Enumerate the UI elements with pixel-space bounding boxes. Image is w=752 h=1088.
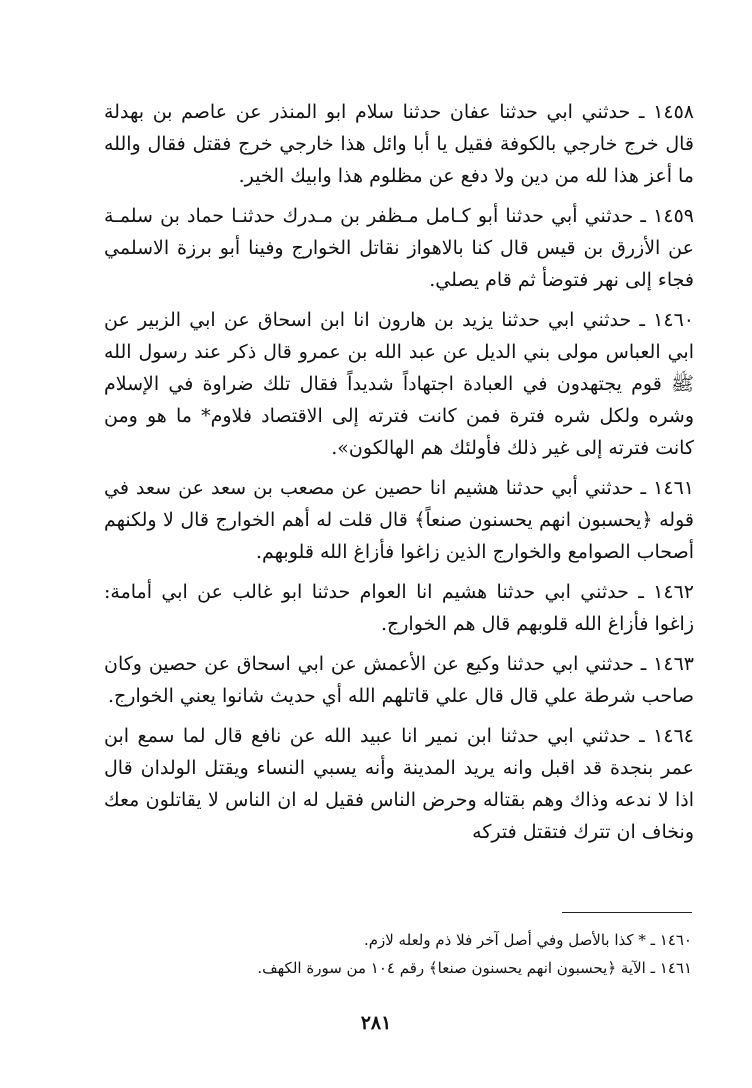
hadith-1463: ١٤٦٣ ـ حدثني ابي حدثنا وكيع عن الأعمش عن ابي اسحاق عن حصين وكان صاحب شرطة علي قال قال علي قاتلهم الله أي حديث شانوا يعني الخوارج. — [104, 653, 694, 707]
footnote-1461: ١٤٦١ ـ الآية ﴿يحسبون انهم يحسنون صنعا﴾ رقم ١٠٤ من سورة الكهف. — [257, 959, 692, 977]
hadith-1458: ١٤٥٨ ـ حدثني ابي حدثنا عفان حدثنا سلام ابو المنذر عن عاصم بن بهدلة قال خرج خارجي بالكوفة فقيل يا أبا وائل هذا خارجي خرج فقتل فقال والله ما أعز هذا لله من دين ولا دفع عن مظلوم هذا وابيك الخير. — [104, 101, 694, 187]
hadith-1460: ١٤٦٠ ـ حدثني ابي حدثنا يزيد بن هارون انا ابن اسحاق عن ابي الزبير عن ابي العباس مولى بني الديل عن عبد الله بن عمرو قال ذكر عند رسول الله ﷺ قوم يجتهدون في العبادة اجتهاداً شديداً فقال تلك ضراوة في الإسلام وشره ولكل شره فترة فمن كانت فترته إلى الاقتصاد فلاوم* ما هو ومن كانت فترته إلى غير ذلك فأولئك هم الهالكون». — [104, 309, 694, 459]
hadith-1459: ١٤٥٩ ـ حدثني أبي حدثنا أبو كـامل مـظفر بن مـدرك حدثنـا حماد بن سلمـة عن الأزرق بن قيس قال كنا بالاهواز نقاتل الخوارج وفينا أبو برزة الاسلمي فجاء إلى نهر فتوضأ ثم قام يصلي. — [104, 205, 694, 291]
page-number: ٢٨١ — [360, 1012, 392, 1034]
footnotes — [132, 926, 692, 982]
hadith-1461: ١٤٦١ ـ حدثني أبي حدثنا هشيم انا حصين عن مصعب بن سعد عن سعد في قوله ﴿يحسبون انهم يحسنون صنعاً﴾ قال قلت له أهم الخوارج قال لا ولكنهم أصحاب الصوامع والخوارج الذين زاغوا فأزاغ الله قلوبهم. — [104, 477, 694, 563]
hadith-text-body — [104, 96, 694, 856]
footnote-1460: ١٤٦٠ ـ * كذا بالأصل وفي أصل آخر فلا ذم ولعله لازم. — [363, 931, 692, 949]
footnote-divider — [562, 912, 692, 913]
hadith-1462: ١٤٦٢ ـ حدثني ابي حدثنا هشيم انا العوام حدثنا ابو غالب عن ابي أمامة: زاغوا فأزاغ الله قلوبهم قال هم الخوارج. — [104, 581, 694, 635]
hadith-1464: ١٤٦٤ ـ حدثني ابي حدثنا ابن نمير انا عبيد الله عن نافع قال لما سمع ابن عمر بنجدة قد اقبل وانه يريد المدينة وأنه يسبي النساء ويقتل الولدان قال اذا لا ندعه وذاك وهم بقتاله وحرض الناس فقيل له ان الناس لا يقاتلون معك ونخاف ان تترك فتقتل فتركه — [104, 725, 694, 843]
